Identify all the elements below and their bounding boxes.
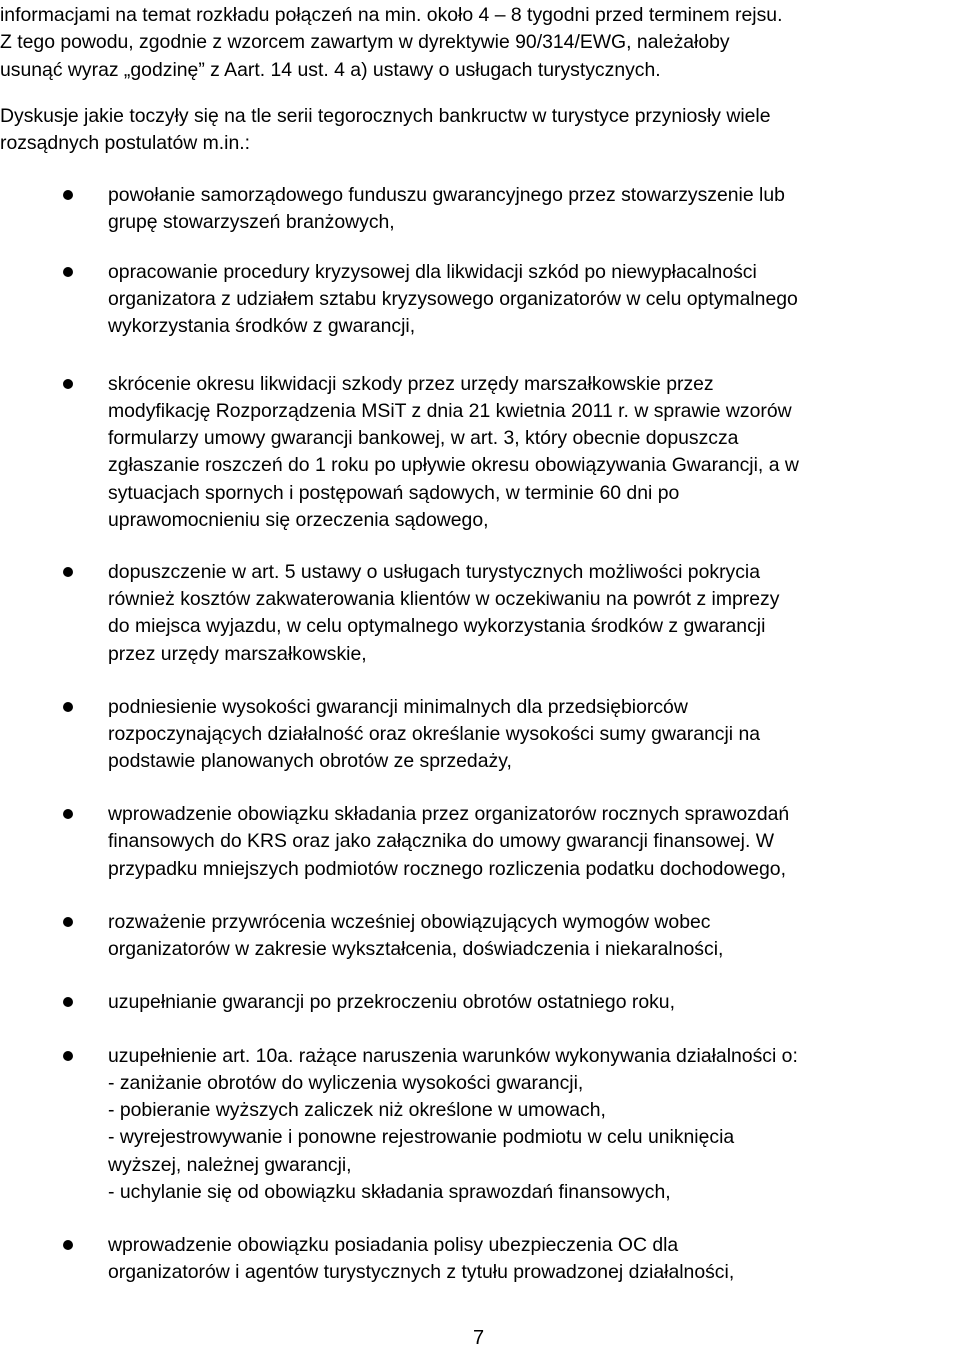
bullet-3-line: sytuacjach spornych i postępowań sądowych, w terminie 60 dni po <box>108 482 680 504</box>
bullet-9-line: - pobieranie wyższych zaliczek niż określone w umowach, <box>108 1099 606 1121</box>
intro-p2-line: rozsądnych postulatów m.in.: <box>0 132 251 154</box>
bullet-7-line: rozważenie przywrócenia wcześniej obowiązujących wymogów wobec <box>108 911 711 933</box>
bullet-3-line: skrócenie okresu likwidacji szkody przez urzędy marszałkowskie przez <box>108 373 714 395</box>
bullet-4-line: do miejsca wyjazdu, w celu optymalnego wykorzystania środków z gwarancji <box>108 615 766 637</box>
bullet-10-line: wprowadzenie obowiązku posiadania polisy ubezpieczenia OC dla <box>108 1234 679 1256</box>
bullet-3-line: zgłaszanie roszczeń do 1 roku po upływie okresu obowiązywania Gwarancji, a w <box>108 454 799 476</box>
bullet-9-line: wyższej, należnej gwarancji, <box>108 1154 352 1176</box>
bullet-6-line: przypadku mniejszych podmiotów rocznego rozliczenia podatku dochodowego, <box>108 858 786 880</box>
bullet-10-line: organizatorów i agentów turystycznych z tytułu prowadzonej działalności, <box>108 1261 735 1283</box>
bullet-icon <box>63 997 73 1007</box>
bullet-4-line: przez urzędy marszałkowskie, <box>108 643 367 665</box>
bullet-1-line: powołanie samorządowego funduszu gwarancyjnego przez stowarzyszenie lub <box>108 184 785 206</box>
bullet-4-line: dopuszczenie w art. 5 ustawy o usługach turystycznych możliwości pokrycia <box>108 561 761 583</box>
bullet-9-line: - uchylanie się od obowiązku składania sprawozdań finansowych, <box>108 1181 671 1203</box>
bullet-2-line: organizatora z udziałem sztabu kryzysowego organizatorów w celu optymalnego <box>108 288 798 310</box>
bullet-5-line: rozpoczynających działalność oraz określanie wysokości sumy gwarancji na <box>108 723 761 745</box>
bullet-icon <box>63 267 73 277</box>
bullet-3-line: formularzy umowy gwarancji bankowej, w art. 3, który obecnie dopuszcza <box>108 427 739 449</box>
bullet-2-line: opracowanie procedury kryzysowej dla likwidacji szkód po niewypłacalności <box>108 261 757 283</box>
bullet-5-line: podstawie planowanych obrotów ze sprzedaży, <box>108 750 512 772</box>
intro-p1-line: informacjami na temat rozkładu połączeń na min. około 4 – 8 tygodni przed terminem rejsu. <box>0 4 783 26</box>
bullet-icon <box>63 809 73 819</box>
bullet-9-line: - zaniżanie obrotów do wyliczenia wysokości gwarancji, <box>108 1072 584 1094</box>
bullet-3-line: uprawomocnieniu się orzeczenia sądowego, <box>108 509 489 531</box>
bullet-icon <box>63 190 73 200</box>
intro-p2-line: Dyskusje jakie toczyły się na tle serii tegorocznych bankructw w turystyce przyniosły wiele <box>0 105 771 127</box>
bullet-9-line: - wyrejestrowywanie i ponowne rejestrowanie podmiotu w celu uniknięcia <box>108 1126 735 1148</box>
bullet-icon <box>63 1051 73 1061</box>
bullet-4-line: również kosztów zakwaterowania klientów w oczekiwaniu na powrót z imprezy <box>108 588 780 610</box>
bullet-8-line: uzupełnianie gwarancji po przekroczeniu obrotów ostatniego roku, <box>108 991 675 1013</box>
intro-p1-line: usunąć wyraz „godzinę” z Aart. 14 ust. 4 a) ustawy o usługach turystycznych. <box>0 59 661 81</box>
bullet-7-line: organizatorów w zakresie wykształcenia, doświadczenia i niekaralności, <box>108 938 724 960</box>
bullet-icon <box>63 379 73 389</box>
intro-p1-line: Z tego powodu, zgodnie z wzorcem zawartym w dyrektywie 90/314/EWG, należałoby <box>0 31 730 53</box>
bullet-9-line: uzupełnienie art. 10a. rażące naruszenia warunków wykonywania działalności o: <box>108 1045 798 1067</box>
bullet-3-line: modyfikację Rozporządzenia MSiT z dnia 21 kwietnia 2011 r. w sprawie wzorów <box>108 400 792 422</box>
bullet-5-line: podniesienie wysokości gwarancji minimalnych dla przedsiębiorców <box>108 696 688 718</box>
page-number: 7 <box>473 1327 485 1349</box>
bullet-icon <box>63 702 73 712</box>
bullet-icon <box>63 1240 73 1250</box>
bullet-6-line: wprowadzenie obowiązku składania przez organizatorów rocznych sprawozdań <box>108 803 790 825</box>
bullet-1-line: grupę stowarzyszeń branżowych, <box>108 211 395 233</box>
bullet-icon <box>63 917 73 927</box>
bullet-6-line: finansowych do KRS oraz jako załącznika do umowy gwarancji finansowej. W <box>108 830 775 852</box>
bullet-2-line: wykorzystania środków z gwarancji, <box>108 315 416 337</box>
bullet-icon <box>63 567 73 577</box>
